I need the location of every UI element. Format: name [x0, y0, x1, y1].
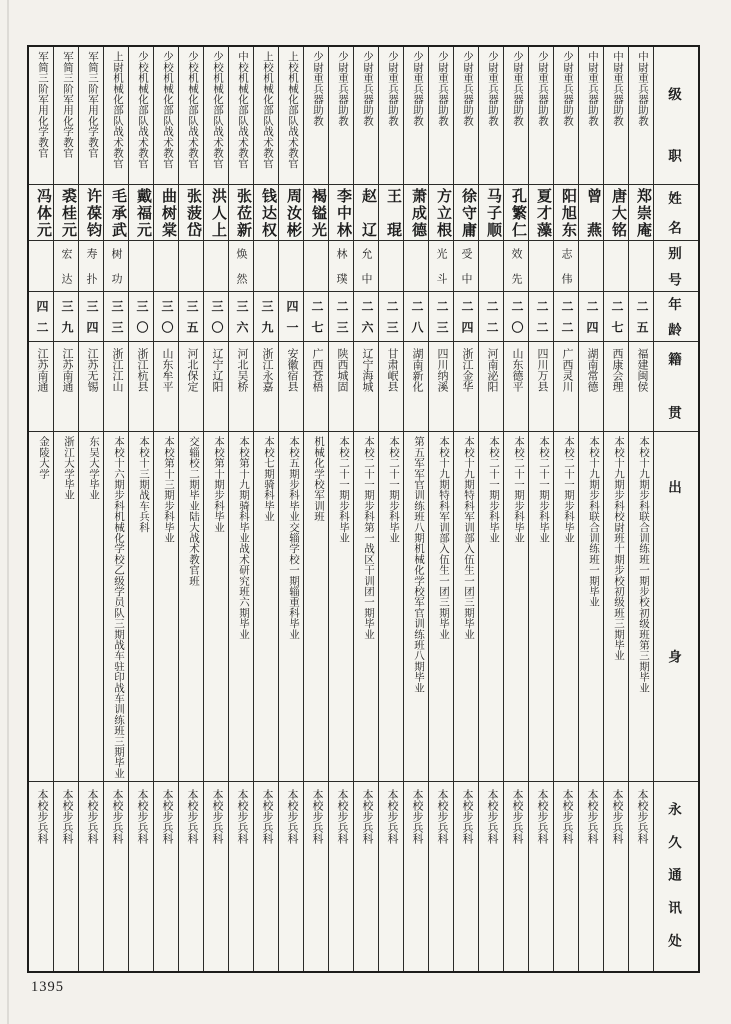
person-column	[53, 47, 78, 971]
person-name: 许葆钧	[79, 185, 103, 241]
person-origin: 机械化学校军训班	[304, 432, 328, 782]
person-native-place: 四川纳溪	[429, 342, 453, 432]
person-address: 本校步兵科	[611, 789, 623, 844]
person-alias	[404, 241, 428, 292]
person-address: 本校步兵科	[186, 789, 198, 844]
person-address: 本校步兵科	[161, 789, 173, 844]
person-rank: 少校机械化部队战术教官	[129, 47, 153, 185]
person-alias	[29, 241, 53, 292]
person-name: 阳旭东	[554, 185, 578, 241]
person-name: 周汝彬	[279, 185, 303, 241]
header-age: 年龄	[654, 292, 698, 342]
person-column	[278, 47, 303, 971]
person-rank: 少尉重兵器助教	[354, 47, 378, 185]
person-alias: 受中	[454, 241, 478, 292]
person-column	[428, 47, 453, 971]
person-name: 孔繁仁	[504, 185, 528, 241]
person-age: 三〇	[154, 292, 178, 342]
person-native-place: 湖南新化	[404, 342, 428, 432]
person-name: 裘桂元	[54, 185, 78, 241]
person-age: 二五	[629, 292, 653, 342]
person-column	[29, 47, 53, 971]
person-name: 钱达权	[254, 185, 278, 241]
person-column	[528, 47, 553, 971]
person-column	[78, 47, 103, 971]
person-origin: 金陵大学	[29, 432, 53, 782]
person-age: 二三	[429, 292, 453, 342]
person-age: 二二	[529, 292, 553, 342]
person-rank: 军简三阶军用化学教官	[54, 47, 78, 185]
person-name: 曾燕	[579, 185, 603, 241]
person-origin: 本校十九期特科军训部入伍生一团三期毕业	[429, 432, 453, 782]
person-native-place: 陕西城固	[329, 342, 353, 432]
person-column	[178, 47, 203, 971]
person-age: 二四	[579, 292, 603, 342]
person-origin: 本校二十一期步科毕业	[529, 432, 553, 782]
header-alias: 别号	[654, 241, 698, 292]
person-rank: 少尉重兵器助教	[554, 47, 578, 185]
person-name: 郑崇庵	[629, 185, 653, 241]
person-alias	[579, 241, 603, 292]
person-rank: 中尉重兵器助教	[629, 47, 653, 185]
person-column	[403, 47, 428, 971]
person-address: 本校步兵科	[36, 789, 48, 844]
person-name: 冯体元	[29, 185, 53, 241]
person-native-place: 浙江金华	[454, 342, 478, 432]
person-address: 本校步兵科	[586, 789, 598, 844]
person-origin: 本校二十一期步科毕业	[554, 432, 578, 782]
person-column	[328, 47, 353, 971]
person-origin: 本校二十一期步科毕业	[379, 432, 403, 782]
person-column	[253, 47, 278, 971]
person-name: 马子顺	[479, 185, 503, 241]
person-rank: 少校机械化部队战术教官	[154, 47, 178, 185]
person-column	[128, 47, 153, 971]
person-origin: 交辎校二期毕业陆大战术教官班	[179, 432, 203, 782]
person-rank: 少尉重兵器助教	[429, 47, 453, 185]
person-name: 方立根	[429, 185, 453, 241]
person-alias: 寿扑	[79, 241, 103, 292]
person-rank: 军简三阶军用化学教官	[29, 47, 53, 185]
person-name: 洪人上	[204, 185, 228, 241]
person-native-place: 辽宁辽阳	[204, 342, 228, 432]
person-rank: 上校机械化部队战术教官	[254, 47, 278, 185]
person-age: 三九	[254, 292, 278, 342]
person-age: 三九	[54, 292, 78, 342]
person-column	[453, 47, 478, 971]
person-address: 本校步兵科	[411, 789, 423, 844]
person-rank: 中尉重兵器助教	[604, 47, 628, 185]
person-rank: 少校机械化部队战术教官	[204, 47, 228, 185]
person-column	[578, 47, 603, 971]
person-rank: 少尉重兵器助教	[479, 47, 503, 185]
person-native-place: 江苏无锡	[79, 342, 103, 432]
person-age: 二三	[329, 292, 353, 342]
person-origin: 本校十九期步科校尉班十期步校初级班三期毕业	[604, 432, 628, 782]
person-address: 本校步兵科	[61, 789, 73, 844]
person-native-place: 福建闽侯	[629, 342, 653, 432]
person-address: 本校步兵科	[236, 789, 248, 844]
person-age: 三四	[79, 292, 103, 342]
person-alias	[129, 241, 153, 292]
person-column	[228, 47, 253, 971]
person-alias	[304, 241, 328, 292]
person-rank: 军简三阶军用化学教官	[79, 47, 103, 185]
person-origin: 本校十六期步科机械化学校乙级学员队三期战车驻印战车训练班三期毕业	[104, 432, 128, 782]
person-origin: 本校第十三期步科毕业	[154, 432, 178, 782]
person-age: 三三	[104, 292, 128, 342]
header-native-place: 籍贯	[654, 342, 698, 432]
person-age: 二二	[479, 292, 503, 342]
header-name: 姓名	[654, 185, 698, 241]
person-origin: 第五军军官训练班八期机械化学校军官训练班八期毕业	[404, 432, 428, 782]
person-rank: 少尉重兵器助教	[504, 47, 528, 185]
person-address: 本校步兵科	[336, 789, 348, 844]
person-name: 张菠岱	[179, 185, 203, 241]
person-alias	[279, 241, 303, 292]
person-address: 本校步兵科	[111, 789, 123, 844]
person-origin: 本校十三期战车兵科	[129, 432, 153, 782]
person-origin: 本校第十期步科毕业	[204, 432, 228, 782]
person-address: 本校步兵科	[511, 789, 523, 844]
person-column	[603, 47, 628, 971]
person-native-place: 湖南常德	[579, 342, 603, 432]
person-rank: 中尉重兵器助教	[579, 47, 603, 185]
person-alias: 宏达	[54, 241, 78, 292]
person-origin: 本校十九期步科联合训练班一期毕业	[579, 432, 603, 782]
person-alias	[179, 241, 203, 292]
person-native-place: 四川万县	[529, 342, 553, 432]
person-address: 本校步兵科	[536, 789, 548, 844]
person-native-place: 河南泌阳	[479, 342, 503, 432]
person-age: 三〇	[129, 292, 153, 342]
person-origin: 东吴大学毕业	[79, 432, 103, 782]
person-alias: 焕然	[229, 241, 253, 292]
person-name: 萧成德	[404, 185, 428, 241]
person-column	[503, 47, 528, 971]
person-rank: 少尉重兵器助教	[454, 47, 478, 185]
person-address: 本校步兵科	[386, 789, 398, 844]
person-address: 本校步兵科	[361, 789, 373, 844]
person-rank: 少尉重兵器助教	[329, 47, 353, 185]
person-column	[153, 47, 178, 971]
person-native-place: 浙江永嘉	[254, 342, 278, 432]
header-origin: 出身	[654, 432, 698, 782]
person-address: 本校步兵科	[211, 789, 223, 844]
person-column	[303, 47, 328, 971]
person-column	[103, 47, 128, 971]
person-name: 徐守庸	[454, 185, 478, 241]
person-alias: 林璞	[329, 241, 353, 292]
person-native-place: 广西苍梧	[304, 342, 328, 432]
person-origin: 本校十九期步科联合训练班一期步校初级班第三期毕业	[629, 432, 653, 782]
person-origin: 本校五期步科毕业交辎学校一期辎重科毕业	[279, 432, 303, 782]
person-address: 本校步兵科	[436, 789, 448, 844]
person-name: 曲树棠	[154, 185, 178, 241]
personnel-table	[27, 45, 700, 973]
person-native-place: 江苏南通	[29, 342, 53, 432]
header-address: 永久通讯处	[666, 802, 681, 947]
person-native-place: 西康会理	[604, 342, 628, 432]
person-origin: 本校十九期特科军训部入伍生一团三期毕业	[454, 432, 478, 782]
person-origin: 本校二十一期步科第一战区干训团一期毕业	[354, 432, 378, 782]
person-address: 本校步兵科	[561, 789, 573, 844]
person-column	[478, 47, 503, 971]
person-alias	[629, 241, 653, 292]
person-age: 二七	[304, 292, 328, 342]
person-name: 戴福元	[129, 185, 153, 241]
person-age: 三五	[179, 292, 203, 342]
person-column	[378, 47, 403, 971]
person-origin: 本校第十九期骑科毕业战术研究班六期毕业	[229, 432, 253, 782]
person-age: 二六	[354, 292, 378, 342]
table-header-column	[653, 47, 698, 971]
person-native-place: 山东牟平	[154, 342, 178, 432]
person-alias	[379, 241, 403, 292]
person-alias: 树功	[104, 241, 128, 292]
person-native-place: 河北吴桥	[229, 342, 253, 432]
person-address: 本校步兵科	[461, 789, 473, 844]
person-origin: 本校二十一期步科毕业	[329, 432, 353, 782]
person-age: 二四	[454, 292, 478, 342]
person-column	[628, 47, 653, 971]
person-alias	[154, 241, 178, 292]
person-name: 毛承武	[104, 185, 128, 241]
person-age: 三六	[229, 292, 253, 342]
person-native-place: 广西灵川	[554, 342, 578, 432]
person-origin: 本校七期骑科毕业	[254, 432, 278, 782]
person-age: 四二	[29, 292, 53, 342]
person-alias	[254, 241, 278, 292]
person-name: 赵辽	[354, 185, 378, 241]
person-rank: 少尉重兵器助教	[404, 47, 428, 185]
person-origin: 本校二十一期步科毕业	[479, 432, 503, 782]
person-name: 褐镒光	[304, 185, 328, 241]
person-native-place: 安徽宿县	[279, 342, 303, 432]
person-native-place: 江苏南通	[54, 342, 78, 432]
person-alias: 光斗	[429, 241, 453, 292]
person-address: 本校步兵科	[286, 789, 298, 844]
person-native-place: 山东德平	[504, 342, 528, 432]
person-age: 四一	[279, 292, 303, 342]
person-native-place: 河北保定	[179, 342, 203, 432]
person-rank: 中校机械化部队战术教官	[229, 47, 253, 185]
person-native-place: 浙江杭县	[129, 342, 153, 432]
person-name: 王琨	[379, 185, 403, 241]
person-address: 本校步兵科	[261, 789, 273, 844]
person-name: 夏才藻	[529, 185, 553, 241]
person-rank: 上校机械化部队战术教官	[279, 47, 303, 185]
person-address: 本校步兵科	[86, 789, 98, 844]
person-alias	[204, 241, 228, 292]
person-column	[353, 47, 378, 971]
person-alias	[604, 241, 628, 292]
person-native-place: 浙江江山	[104, 342, 128, 432]
person-native-place: 甘肃岷县	[379, 342, 403, 432]
header-rank: 级职	[654, 47, 698, 185]
person-age: 二〇	[504, 292, 528, 342]
person-alias	[529, 241, 553, 292]
person-origin: 本校二十一期步科毕业	[504, 432, 528, 782]
person-rank: 少尉重兵器助教	[379, 47, 403, 185]
person-alias: 志伟	[554, 241, 578, 292]
person-name: 李中林	[329, 185, 353, 241]
person-native-place: 辽宁海城	[354, 342, 378, 432]
person-column	[553, 47, 578, 971]
person-column	[203, 47, 228, 971]
person-address: 本校步兵科	[636, 789, 648, 844]
person-alias: 效先	[504, 241, 528, 292]
person-address: 本校步兵科	[136, 789, 148, 844]
person-address: 本校步兵科	[486, 789, 498, 844]
person-origin: 浙江大学毕业	[54, 432, 78, 782]
page-number: 1395	[31, 979, 64, 995]
person-alias: 允中	[354, 241, 378, 292]
person-rank: 少尉重兵器助教	[304, 47, 328, 185]
person-age: 二三	[379, 292, 403, 342]
person-age: 二二	[554, 292, 578, 342]
person-rank: 上尉机械化部队战术教官	[104, 47, 128, 185]
person-alias	[479, 241, 503, 292]
person-rank: 少校机械化部队战术教官	[179, 47, 203, 185]
person-age: 二八	[404, 292, 428, 342]
person-address: 本校步兵科	[311, 789, 323, 844]
person-name: 张莅新	[229, 185, 253, 241]
person-name: 唐大铭	[604, 185, 628, 241]
person-rank: 少尉重兵器助教	[529, 47, 553, 185]
person-age: 三〇	[204, 292, 228, 342]
person-age: 二七	[604, 292, 628, 342]
